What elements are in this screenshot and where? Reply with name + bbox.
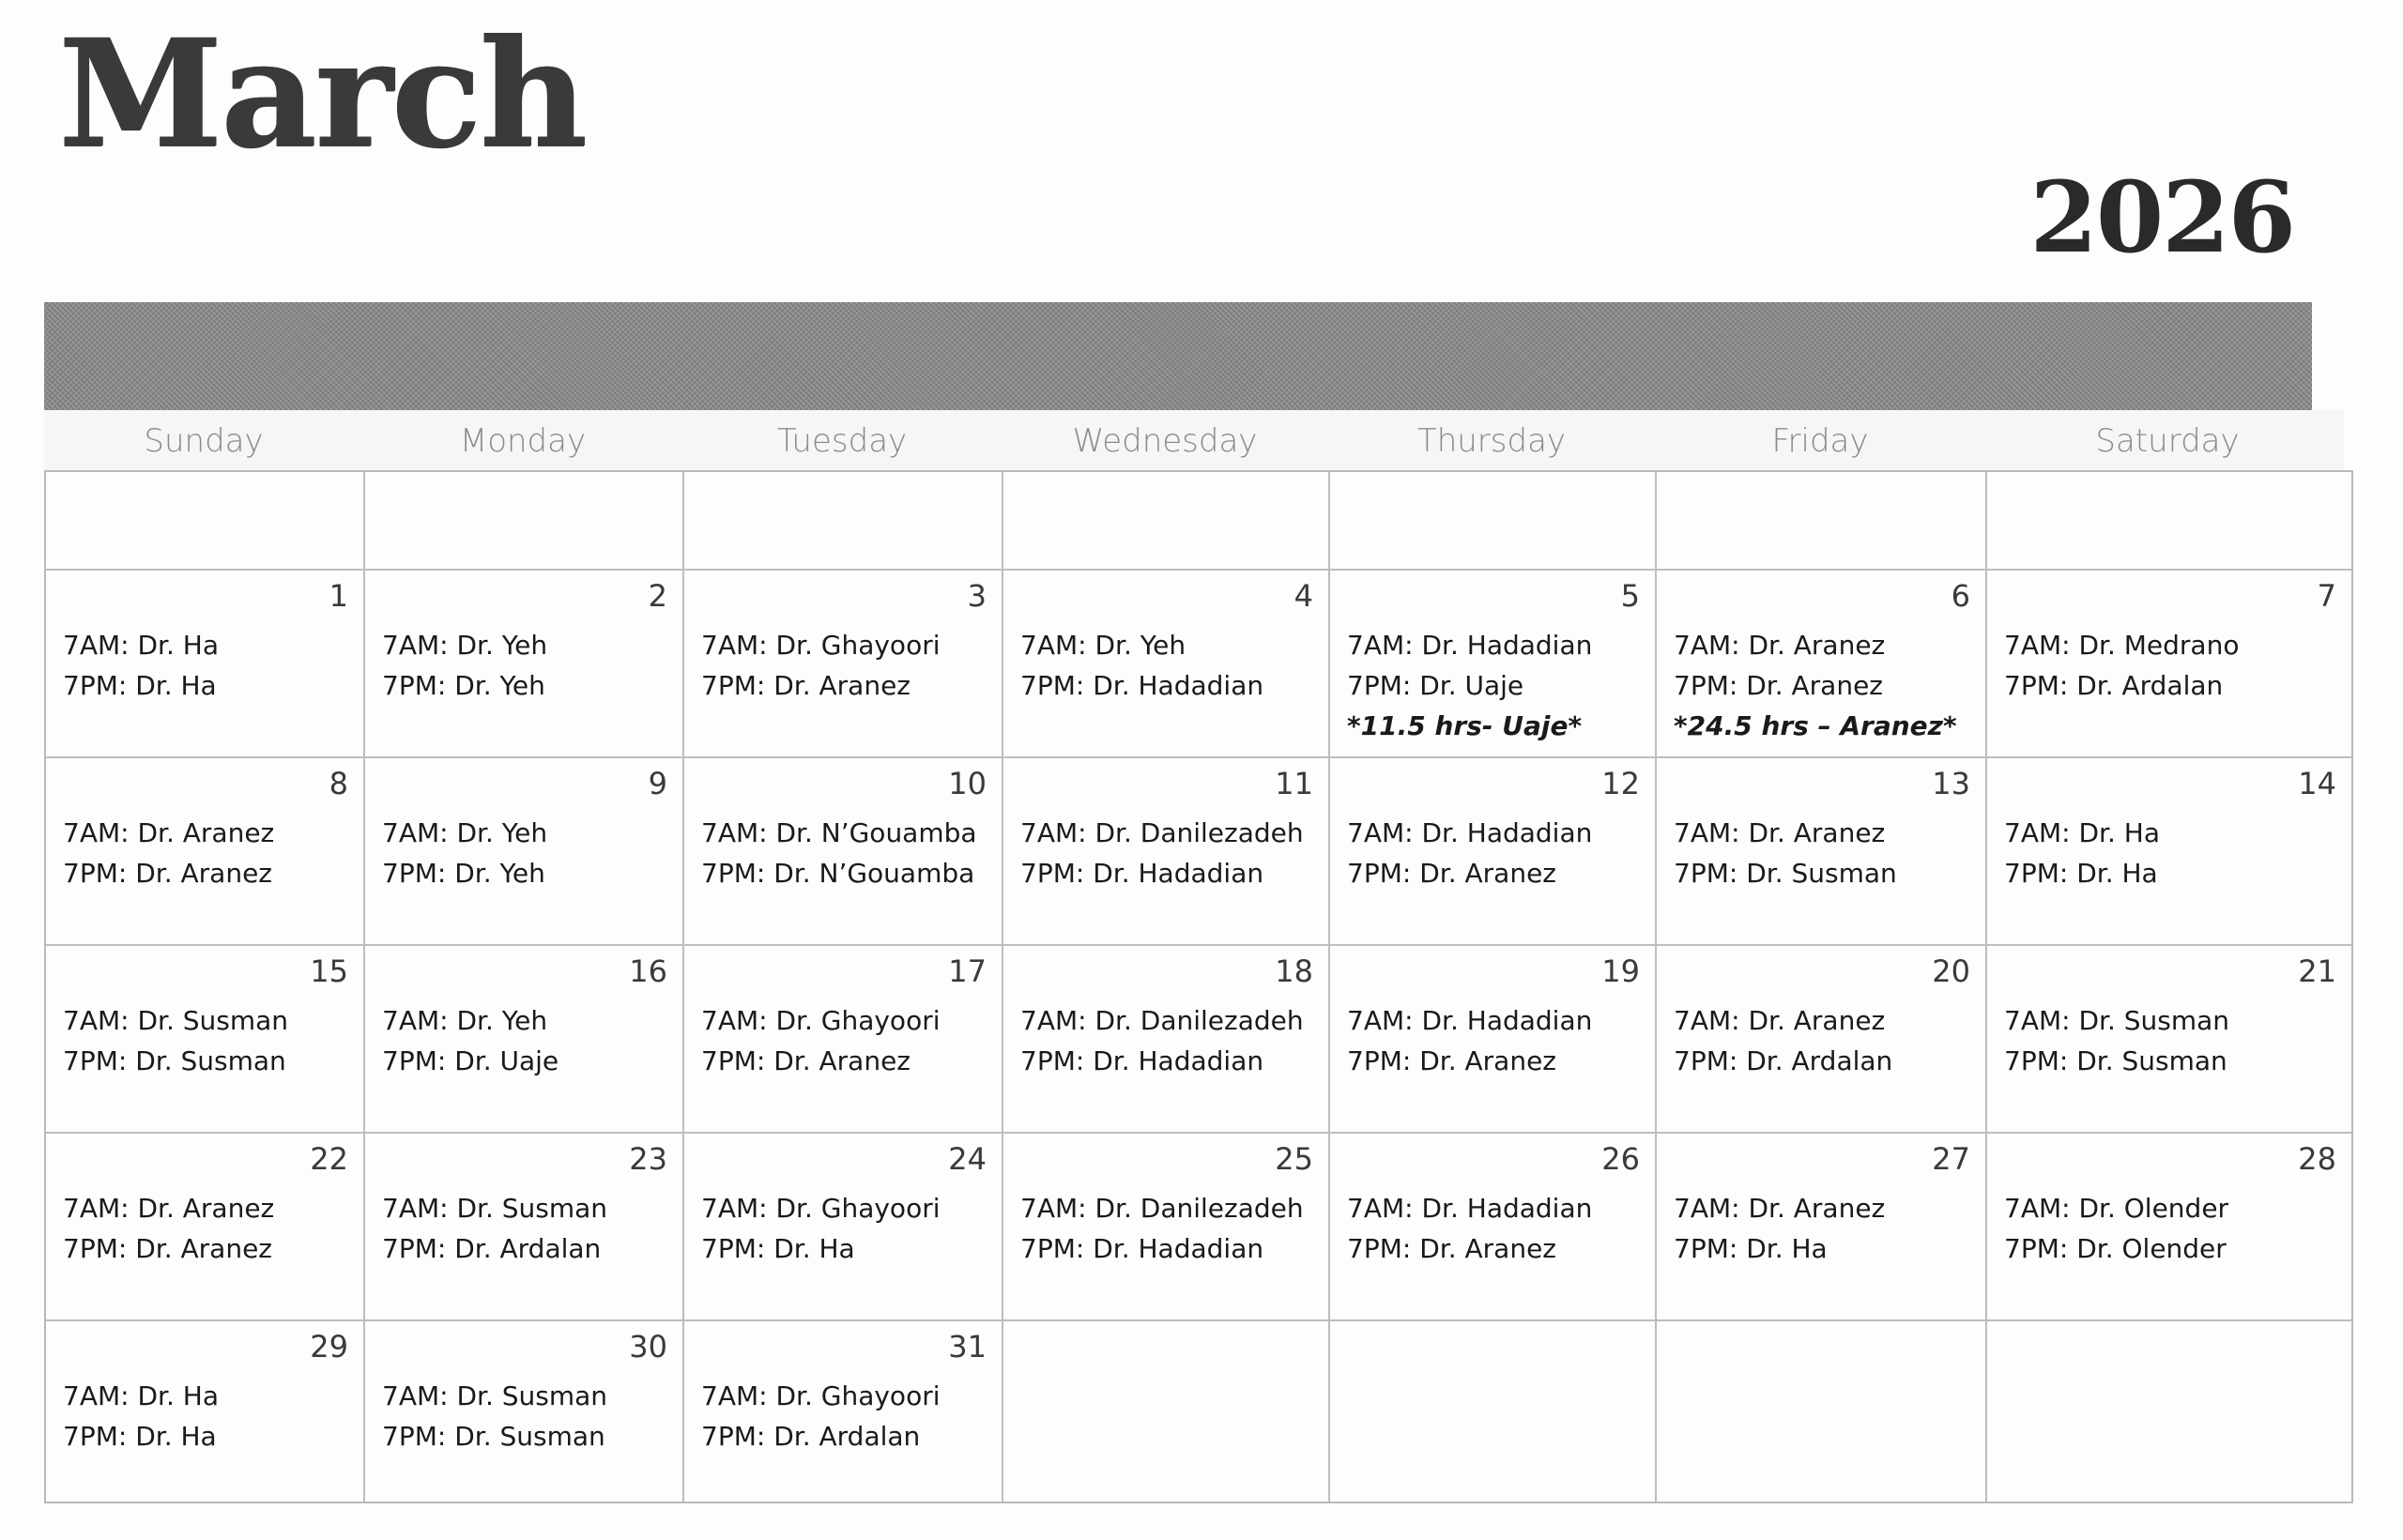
day-number: 26	[1601, 1141, 1640, 1177]
am-shift: 7AM: Dr. Susman	[63, 1005, 289, 1036]
empty-day-cell	[684, 472, 1003, 571]
shift-list	[382, 1188, 607, 1269]
pm-shift: 7PM: Dr. Ardalan	[1674, 1045, 1893, 1076]
am-shift: 7AM: Dr. Aranez	[1674, 1005, 1886, 1036]
weekday-wednesday: Wednesday	[1072, 422, 1258, 460]
day-cell-30	[365, 1321, 684, 1502]
pm-shift: 7PM: Dr. Uaje	[1347, 670, 1524, 701]
shift-list	[63, 1188, 274, 1269]
day-number: 1	[329, 578, 348, 614]
pm-shift: 7PM: Dr. Ha	[63, 670, 217, 701]
shift-note: *24.5 hrs – Aranez*	[1674, 710, 1957, 741]
day-number: 13	[1932, 766, 1970, 801]
pm-shift: 7PM: Dr. Aranez	[701, 670, 911, 701]
day-cell-27	[1657, 1134, 1987, 1321]
empty-day-cell	[1987, 1321, 2351, 1502]
day-cell-28	[1987, 1134, 2351, 1321]
am-shift: 7AM: Dr. Ha	[63, 630, 219, 661]
day-number: 28	[2298, 1141, 2336, 1177]
weekday-saturday: Saturday	[2095, 422, 2240, 460]
day-cell-15	[46, 946, 365, 1134]
day-number: 10	[948, 766, 987, 801]
day-cell-19	[1330, 946, 1657, 1134]
day-cell-25	[1003, 1134, 1330, 1321]
am-shift: 7AM: Dr. N’Gouamba	[701, 817, 977, 848]
weekday-thursday: Thursday	[1416, 422, 1567, 460]
weekday-monday: Monday	[459, 422, 587, 460]
am-shift: 7AM: Dr. Ghayoori	[701, 1005, 941, 1036]
pm-shift: 7PM: Dr. Susman	[2004, 1045, 2227, 1076]
shift-note: *11.5 hrs- Uaje*	[1347, 710, 1583, 741]
shift-list	[1020, 1188, 1304, 1269]
day-number: 6	[1951, 578, 1970, 614]
day-cell-12	[1330, 758, 1657, 946]
shift-list	[1347, 1188, 1592, 1269]
day-cell-18	[1003, 946, 1330, 1134]
day-number: 5	[1620, 578, 1640, 614]
day-number: 9	[648, 766, 667, 801]
pm-shift: 7PM: Dr. Ardalan	[382, 1233, 602, 1264]
day-number: 4	[1293, 578, 1313, 614]
day-cell-16	[365, 946, 684, 1134]
am-shift: 7AM: Dr. Susman	[2004, 1005, 2230, 1036]
pm-shift: 7PM: Dr. Aranez	[701, 1045, 911, 1076]
day-number: 8	[329, 766, 348, 801]
pm-shift: 7PM: Dr. Olender	[2004, 1233, 2227, 1264]
pm-shift: 7PM: Dr. Aranez	[1674, 670, 1883, 701]
weekday-friday: Friday	[1771, 422, 1869, 460]
pm-shift: 7PM: Dr. Aranez	[1347, 1233, 1556, 1264]
shift-list	[701, 813, 977, 893]
am-shift: 7AM: Dr. Hadadian	[1347, 1005, 1593, 1036]
shift-list	[2004, 1000, 2229, 1081]
am-shift: 7AM: Dr. Hadadian	[1347, 817, 1593, 848]
day-number: 22	[310, 1141, 348, 1177]
day-cell-9	[365, 758, 684, 946]
empty-day-cell	[1003, 472, 1330, 571]
shift-list	[2004, 1188, 2228, 1269]
shift-list	[1347, 813, 1592, 893]
am-shift: 7AM: Dr. Ghayoori	[701, 1193, 941, 1224]
day-number: 3	[967, 578, 987, 614]
day-number: 17	[948, 953, 987, 989]
weekday-tuesday: Tuesday	[776, 422, 908, 460]
day-number: 7	[2317, 578, 2336, 614]
pm-shift: 7PM: Dr. Susman	[382, 1421, 605, 1452]
year-title: 2026	[2029, 160, 2294, 275]
am-shift: 7AM: Dr. Hadadian	[1347, 630, 1593, 661]
pm-shift: 7PM: Dr. Hadadian	[1020, 1045, 1264, 1076]
day-cell-10	[684, 758, 1003, 946]
month-title: March	[58, 8, 586, 181]
day-number: 25	[1275, 1141, 1313, 1177]
shift-list	[1020, 1000, 1304, 1081]
day-number: 11	[1275, 766, 1313, 801]
day-cell-20	[1657, 946, 1987, 1134]
pm-shift: 7PM: Dr. Yeh	[382, 858, 545, 889]
weekday-sunday: Sunday	[144, 422, 264, 460]
empty-day-cell	[46, 472, 365, 571]
am-shift: 7AM: Dr. Yeh	[382, 1005, 548, 1036]
pm-shift: 7PM: Dr. Ardalan	[701, 1421, 921, 1452]
day-cell-7	[1987, 571, 2351, 758]
shift-list	[701, 625, 941, 706]
day-cell-11	[1003, 758, 1330, 946]
shift-list	[2004, 625, 2239, 706]
shift-list	[1020, 625, 1263, 706]
day-cell-8	[46, 758, 365, 946]
day-cell-29	[46, 1321, 365, 1502]
am-shift: 7AM: Dr. Aranez	[1674, 817, 1886, 848]
shift-list	[1347, 625, 1592, 746]
pm-shift: 7PM: Dr. Hadadian	[1020, 858, 1264, 889]
shift-list	[2004, 813, 2160, 893]
shift-list	[382, 1376, 607, 1456]
day-number: 24	[948, 1141, 987, 1177]
empty-day-cell	[1330, 1321, 1657, 1502]
pm-shift: 7PM: Dr. Ha	[1674, 1233, 1828, 1264]
am-shift: 7AM: Dr. Danilezadeh	[1020, 817, 1304, 848]
calendar-grid	[44, 470, 2353, 1503]
am-shift: 7AM: Dr. Yeh	[382, 630, 548, 661]
day-number: 12	[1601, 766, 1640, 801]
am-shift: 7AM: Dr. Susman	[382, 1380, 608, 1411]
day-cell-26	[1330, 1134, 1657, 1321]
pm-shift: 7PM: Dr. Ardalan	[2004, 670, 2224, 701]
shift-list	[1674, 1188, 1885, 1269]
am-shift: 7AM: Dr. Danilezadeh	[1020, 1005, 1304, 1036]
pm-shift: 7PM: Dr. Susman	[63, 1045, 286, 1076]
am-shift: 7AM: Dr. Yeh	[1020, 630, 1186, 661]
am-shift: 7AM: Dr. Olender	[2004, 1193, 2229, 1224]
am-shift: 7AM: Dr. Ghayoori	[701, 1380, 941, 1411]
am-shift: 7AM: Dr. Aranez	[1674, 630, 1886, 661]
empty-day-cell	[1657, 472, 1987, 571]
empty-day-cell	[365, 472, 684, 571]
pm-shift: 7PM: Dr. Uaje	[382, 1045, 559, 1076]
day-cell-2	[365, 571, 684, 758]
day-cell-17	[684, 946, 1003, 1134]
day-number: 23	[629, 1141, 667, 1177]
am-shift: 7AM: Dr. Aranez	[1674, 1193, 1886, 1224]
header-band	[44, 302, 2312, 410]
shift-list	[1347, 1000, 1592, 1081]
day-number: 27	[1932, 1141, 1970, 1177]
day-cell-14	[1987, 758, 2351, 946]
am-shift: 7AM: Dr. Yeh	[382, 817, 548, 848]
am-shift: 7AM: Dr. Aranez	[63, 817, 275, 848]
pm-shift: 7PM: Dr. Susman	[1674, 858, 1897, 889]
pm-shift: 7PM: Dr. Aranez	[63, 858, 272, 889]
day-cell-6	[1657, 571, 1987, 758]
day-number: 15	[310, 953, 348, 989]
am-shift: 7AM: Dr. Hadadian	[1347, 1193, 1593, 1224]
shift-list	[1674, 625, 1957, 746]
shift-list	[63, 1376, 219, 1456]
shift-list	[63, 1000, 288, 1081]
pm-shift: 7PM: Dr. Ha	[2004, 858, 2158, 889]
shift-list	[1674, 1000, 1892, 1081]
day-number: 19	[1601, 953, 1640, 989]
day-cell-22	[46, 1134, 365, 1321]
day-cell-4	[1003, 571, 1330, 758]
empty-day-cell	[1987, 472, 2351, 571]
day-cell-3	[684, 571, 1003, 758]
day-cell-21	[1987, 946, 2351, 1134]
pm-shift: 7PM: Dr. Ha	[701, 1233, 855, 1264]
pm-shift: 7PM: Dr. Aranez	[1347, 1045, 1556, 1076]
am-shift: 7AM: Dr. Danilezadeh	[1020, 1193, 1304, 1224]
shift-list	[701, 1000, 941, 1081]
day-number: 30	[629, 1329, 667, 1365]
weekday-header-row	[44, 410, 2344, 470]
empty-day-cell	[1330, 472, 1657, 571]
shift-list	[701, 1376, 941, 1456]
am-shift: 7AM: Dr. Ha	[63, 1380, 219, 1411]
am-shift: 7AM: Dr. Aranez	[63, 1193, 275, 1224]
day-number: 14	[2298, 766, 2336, 801]
day-cell-5	[1330, 571, 1657, 758]
shift-list	[1674, 813, 1897, 893]
pm-shift: 7PM: Dr. Hadadian	[1020, 670, 1264, 701]
am-shift: 7AM: Dr. Ha	[2004, 817, 2160, 848]
day-cell-1	[46, 571, 365, 758]
pm-shift: 7PM: Dr. Ha	[63, 1421, 217, 1452]
shift-list	[382, 1000, 559, 1081]
shift-list	[382, 813, 547, 893]
day-number: 18	[1275, 953, 1313, 989]
day-cell-13	[1657, 758, 1987, 946]
day-number: 2	[648, 578, 667, 614]
pm-shift: 7PM: Dr. N’Gouamba	[701, 858, 975, 889]
am-shift: 7AM: Dr. Ghayoori	[701, 630, 941, 661]
empty-day-cell	[1657, 1321, 1987, 1502]
pm-shift: 7PM: Dr. Yeh	[382, 670, 545, 701]
am-shift: 7AM: Dr. Medrano	[2004, 630, 2240, 661]
day-cell-24	[684, 1134, 1003, 1321]
shift-list	[701, 1188, 941, 1269]
pm-shift: 7PM: Dr. Aranez	[63, 1233, 272, 1264]
day-number: 16	[629, 953, 667, 989]
day-cell-23	[365, 1134, 684, 1321]
day-cell-31	[684, 1321, 1003, 1502]
am-shift: 7AM: Dr. Susman	[382, 1193, 608, 1224]
day-number: 20	[1932, 953, 1970, 989]
shift-list	[1020, 813, 1304, 893]
pm-shift: 7PM: Dr. Hadadian	[1020, 1233, 1264, 1264]
empty-day-cell	[1003, 1321, 1330, 1502]
shift-list	[63, 813, 274, 893]
day-number: 21	[2298, 953, 2336, 989]
shift-list	[63, 625, 219, 706]
pm-shift: 7PM: Dr. Aranez	[1347, 858, 1556, 889]
day-number: 29	[310, 1329, 348, 1365]
day-number: 31	[948, 1329, 987, 1365]
shift-list	[382, 625, 547, 706]
